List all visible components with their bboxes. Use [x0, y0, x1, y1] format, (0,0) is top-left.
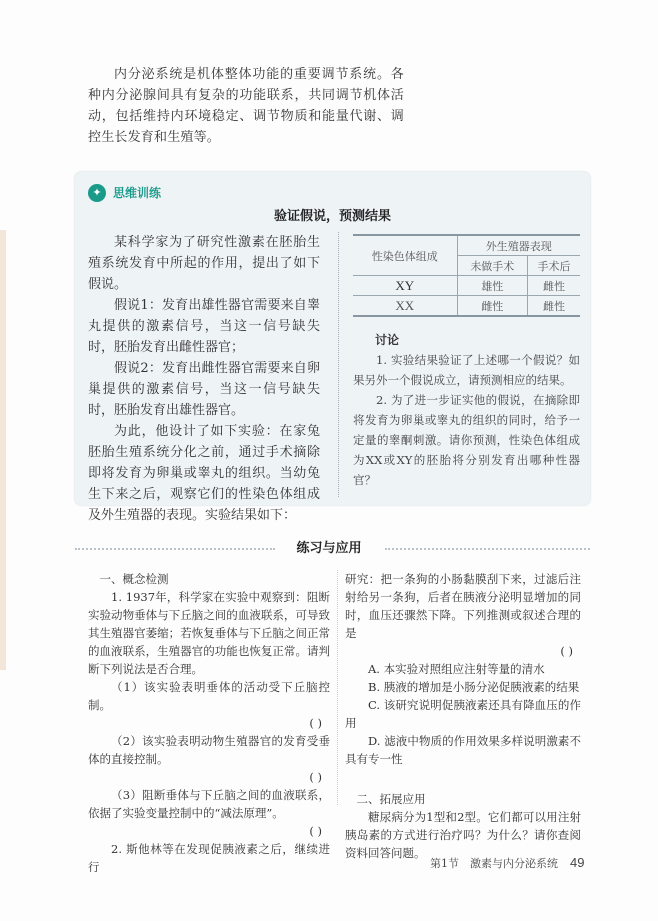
cell: 雌性: [528, 296, 580, 317]
exercise-title-wrap: [0, 537, 658, 556]
lightbulb-icon: ✦: [88, 184, 106, 202]
margin-tab: [0, 230, 6, 670]
section-heading: 二、拓展应用: [356, 792, 426, 806]
paragraph: 某科学家为了研究性激素在胚胎生殖系统发育中所起的作用，提出了如下假说。: [88, 235, 320, 292]
table-row: [353, 276, 580, 296]
discussion: [353, 330, 580, 490]
cell: XY: [353, 276, 457, 296]
exercise-left-column: [88, 570, 330, 876]
option: C. 该研究说明促胰液素还具有降血压的作用: [345, 698, 581, 730]
exercise-title: 练习与应用: [288, 541, 369, 556]
table-header: 未做手术: [457, 256, 527, 276]
question-continued: 研究：把一条狗的小肠黏膜刮下来，过滤后注射给另一条狗，后者在胰液分泌明显增加的同时，血压还骤然下降。下列推测或叙述合理的是: [345, 572, 581, 640]
discussion-title: 讨论: [375, 333, 400, 347]
discussion-question: 1. 实验结果验证了上述哪一个假说？如果另外一个假说成立，请预测相应的结果。: [353, 353, 580, 387]
discussion-question: 2. 为了进一步证实他的假说，在摘除即将发育为卵巢或睾丸的组织的同时，给予一定量的睾酮刺激。请你预测，性染色体组成为XX或XY的胚胎将分别发育出哪种性器官？: [353, 393, 580, 487]
box-title: 验证假说，预测结果: [273, 209, 391, 224]
question: 1. 1937年，科学家在实验中观察到：阻断实验动物垂体与下丘脑之间的血液联系，可导致其生殖器官萎缩；若恢复垂体与下丘脑之间正常的血液联系，生殖器官的功能也恢复正常。请判断下列说法是否合理。: [88, 590, 330, 676]
results-table: [353, 234, 580, 317]
table-header: 手术后: [528, 256, 580, 276]
table-row: [353, 296, 580, 317]
answer-blank: ( ): [309, 824, 322, 838]
column-divider: [337, 570, 338, 805]
answer-blank: ( ): [309, 770, 322, 784]
thinking-training-box: [75, 172, 590, 523]
sub-question: （3）阻断垂体与下丘脑之间的血液联系，依据了实验变量控制中的“减法原理”。: [88, 788, 330, 820]
option: A. 本实验对照组应注射等量的清水: [368, 662, 545, 676]
option: D. 滤液中物质的作用效果多样说明激素不具有专一性: [345, 734, 581, 766]
section-heading: 一、概念检测: [99, 572, 169, 586]
question: 糖尿病分为1型和2型。它们都可以用注射胰岛素的方式进行治疗吗？为什么？请你查阅资料回答问题。: [345, 810, 581, 860]
answer-blank: ( ): [560, 644, 573, 658]
box-label: 思维训练: [113, 186, 162, 200]
question: 2. 斯他林等在发现促胰液素之后，继续进行: [88, 842, 330, 874]
cell: 雌性: [457, 296, 527, 317]
section-name: 第1节 激素与内分泌系统: [430, 857, 558, 870]
hypothesis-text: [88, 232, 320, 526]
page-footer: [430, 855, 584, 871]
exercise-right-column: [345, 570, 581, 862]
sub-question: （1）该实验表明垂体的活动受下丘脑控制。: [88, 680, 330, 712]
page-number: 49: [570, 855, 585, 870]
paragraph: 为此，他设计了如下实验：在家兔胚胎生殖系统分化之前，通过手术摘除即将发育为卵巢或睾丸的组织。当幼兔生下来之后，观察它们的性染色体组成及外生殖器的表现。实验结果如下：: [88, 424, 320, 523]
cell: 雌性: [528, 276, 580, 296]
cell: XX: [353, 296, 457, 317]
paragraph: 假说1：发育出雄性器官需要来自睾丸提供的激素信号，当这一信号缺失时，胚胎发育出雌性器官；: [88, 298, 320, 355]
answer-blank: ( ): [309, 716, 322, 730]
paragraph: 假说2：发育出雌性器官需要来自卵巢提供的激素信号，当这一信号缺失时，胚胎发育出雄性器官。: [88, 361, 320, 418]
table-header: 性染色体组成: [353, 235, 457, 276]
sub-question: （2）该实验表明动物生殖器官的发育受垂体的直接控制。: [88, 734, 330, 766]
option: B. 胰液的增加是小肠分泌促胰液素的结果: [368, 680, 580, 694]
table-header: 外生殖器表现: [457, 235, 580, 256]
intro-paragraph: 内分泌系统是机体整体功能的重要调节系统。各种内分泌腺间具有复杂的功能联系，共同调节机体活动，包括维持内环境稳定、调节物质和能量代谢、调控生长发育和生殖等。: [88, 67, 404, 145]
cell: 雄性: [457, 276, 527, 296]
column-divider: [338, 232, 339, 497]
